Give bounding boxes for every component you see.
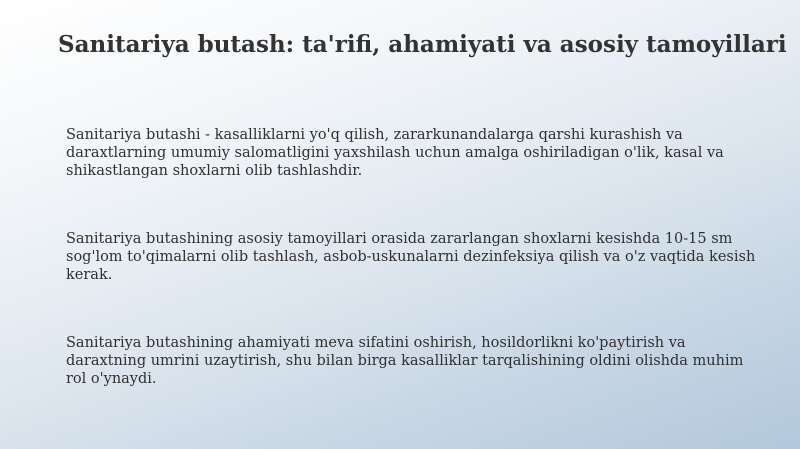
paragraph-definition: Sanitariya butashi - kasalliklarni yo'q qilish, zararkunandalarga qarshi kurashish va daraxtlarning umumiy salomatligini yaxshilash uchun amalga oshiriladigan o'lik, kasal va shikastlangan shoxlarni olib tashlashdir. bbox=[66, 127, 724, 179]
paragraph-principles: Sanitariya butashining asosiy tamoyillari orasida zararlangan shoxlarni kesishda 10-15 sm sog'lom to'qimalarni olib tashlash, asbob-uskunalarni dezinfeksiya qilish va o'z vaqtida kesish kerak. bbox=[66, 231, 756, 283]
paragraph-importance: Sanitariya butashining ahamiyati meva sifatini oshirish, hosildorlikni ko'paytirish va daraxtning umrini uzaytirish, shu bilan birga kasalliklar tarqalishining oldini olishda muhim rol o'ynaydi. bbox=[66, 335, 744, 387]
slide-title: Sanitariya butash: ta'rifi, ahamiyati va asosiy tamoyillari bbox=[58, 31, 787, 58]
